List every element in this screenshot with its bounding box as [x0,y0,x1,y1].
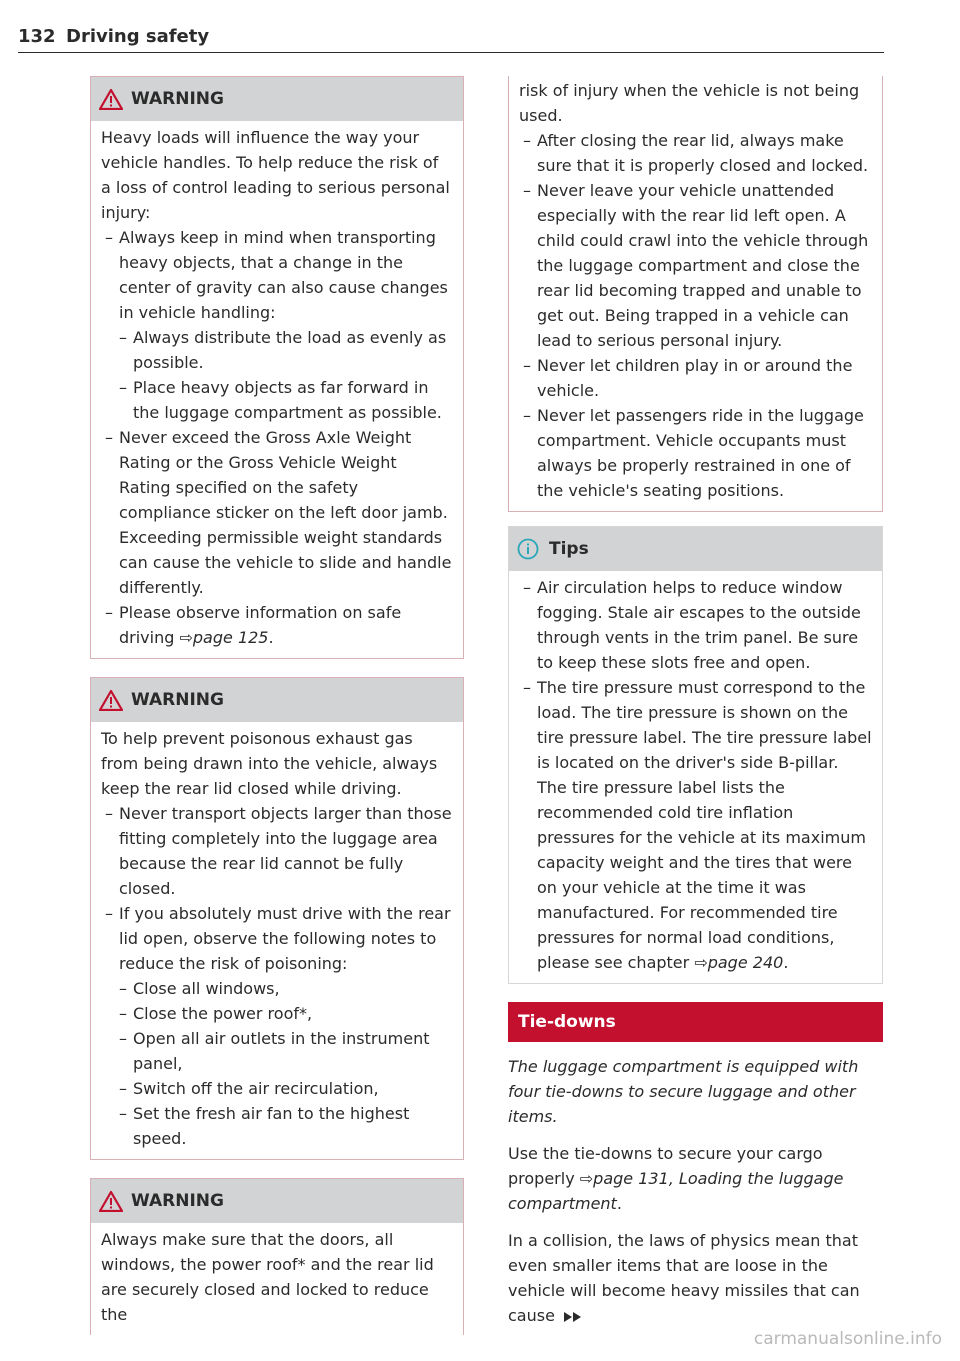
list-item: – Open all air outlets in the instrument panel, [119,1029,430,1073]
list-item: – Close the power roof*, [119,1004,313,1023]
list-item: – Set the fresh air fan to the highest speed. [119,1104,410,1148]
warning-triangle-icon [99,1190,123,1212]
warning-header [91,1179,463,1223]
list-item: – Always keep in mind when transporting heavy objects, that a change in the center of gravity can also cause changes in vehicle handling: [105,228,448,322]
warning-body [91,1223,463,1335]
tie-downs-heading: Tie-downs [508,1002,883,1042]
warning-title: WARNING [131,89,224,109]
warning-body [91,722,463,1159]
warning-body [91,121,463,658]
warning-header [91,77,463,121]
list-item: – Air circulation helps to reduce window fogging. Stale air escapes to the outside through vents in the trim panel. Be sure to keep these slots free and open. [523,578,861,672]
warning-title: WARNING [131,1191,224,1211]
warning-intro: Heavy loads will influence the way your vehicle handles. To help reduce the risk of a loss of control leading to serious personal injury: [101,128,450,222]
continue-arrow-icon [563,1311,583,1323]
list-item: – Never let passengers ride in the luggage compartment. Vehicle occupants must always be properly restrained in one of the vehicle's seating positions. [523,406,864,500]
page-reference-link[interactable]: ⇨page 131, Loading the luggage compartment [508,1169,844,1213]
list-item: – Never transport objects larger than those fitting completely into the luggage area because the rear lid cannot be fully closed. [105,804,452,898]
list-item: – The tire pressure must correspond to the load. The tire pressure is shown on the tire pressure label. The tire pressure label is located on the driver's side B-pillar. The tire pressure label lists the recommended cold tire inflation pressures for the vehicle at its maximum capacity weight and the tires that were on your vehicle at the time it was manufactured. For recommended tire pressures for normal load conditions, please see chapter ⇨page 240. [523,678,872,972]
list-item: – After closing the rear lid, always make sure that it is properly closed and locked. [523,131,869,175]
tie-downs-paragraph: Use the tie-downs to secure your cargo properly ⇨page 131, Loading the luggage compartment. [508,1144,844,1213]
page-reference-link[interactable]: ⇨page 125 [179,628,269,647]
warning-box-load [90,76,464,659]
warning-title: WARNING [131,690,224,710]
warning-box-closed [90,1178,464,1335]
list-item: – Always distribute the load as evenly as possible. [119,328,447,372]
tips-header [509,527,882,571]
warning-continued-text: risk of injury when the vehicle is not being used. [519,81,860,125]
tips-box [508,526,883,984]
warning-box-closed-continued [508,76,883,512]
page-reference-link[interactable]: ⇨page 240 [694,953,784,972]
list-item: – If you absolutely must drive with the rear lid open, observe the following notes to reduce the risk of poisoning: [105,904,451,973]
list-item: – Never let children play in or around the vehicle. [523,356,853,400]
warning-body [509,76,882,511]
list-item: – Please observe information on safe driving ⇨page 125. [105,603,402,647]
list-item: – Never exceed the Gross Axle Weight Rating or the Gross Vehicle Weight Rating specified on the safety compliance sticker on the left door jamb. Exceeding permissible weight standards can cause the vehicle to slide and handle differently. [105,428,452,597]
tips-body [509,571,882,983]
left-column [90,76,464,1353]
section-title: Driving safety [66,26,210,47]
info-icon [517,538,539,560]
tie-downs-paragraph: In a collision, the laws of physics mean that even smaller items that are loose in the vehicle will become heavy missiles that can cause [508,1231,860,1325]
warning-triangle-icon [99,689,123,711]
page-header [18,24,884,53]
warning-intro: Always make sure that the doors, all windows, the power roof* and the rear lid are securely closed and locked to reduce the [101,1230,434,1324]
list-item: – Never leave your vehicle unattended especially with the rear lid left open. A child could crawl into the vehicle through the luggage compartment and close the rear lid becoming trapped and unable to get out. Being trapped in a vehicle can lead to serious personal injury. [523,181,869,350]
tie-downs-intro: The luggage compartment is equipped with four tie-downs to secure luggage and other items. [508,1057,859,1126]
warning-triangle-icon [99,88,123,110]
tips-title: Tips [549,539,589,559]
list-item: – Place heavy objects as far forward in the luggage compartment as possible. [119,378,442,422]
list-item: – Switch off the air recirculation, [119,1079,379,1098]
warning-intro: To help prevent poisonous exhaust gas from being drawn into the vehicle, always keep the rear lid closed while driving. [101,729,438,798]
watermark: carmanualsonline.info [753,1329,942,1349]
list-item: – Close all windows, [119,979,280,998]
warning-header [91,678,463,722]
right-column [508,76,883,1340]
warning-box-exhaust [90,677,464,1160]
page-number: 132 [18,26,56,47]
